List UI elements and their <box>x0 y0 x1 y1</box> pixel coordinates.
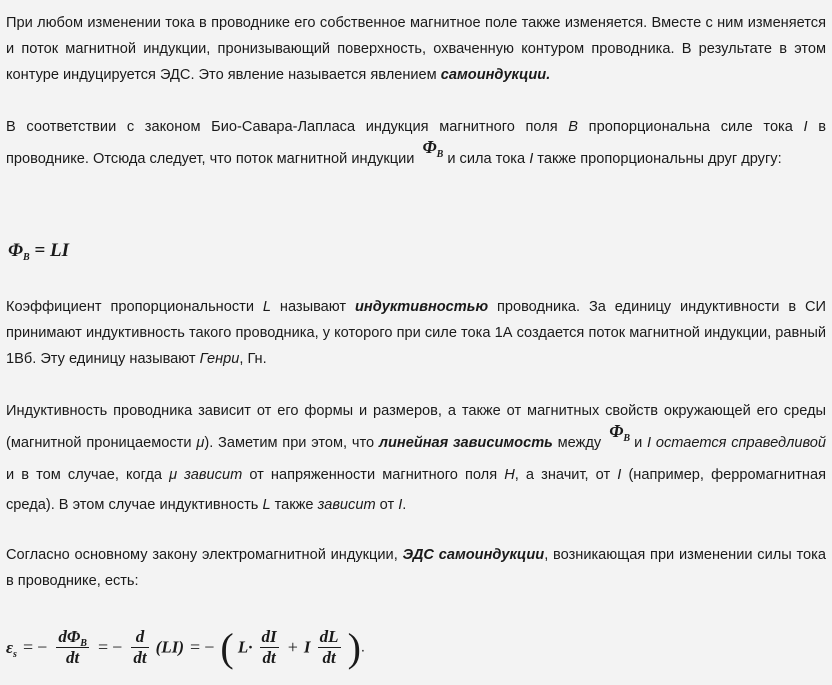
product-li: (LI) <box>155 637 184 657</box>
denominator: dt <box>133 648 147 667</box>
var-i: I <box>617 467 622 483</box>
text: между <box>552 435 602 451</box>
phi-b-symbol <box>422 132 443 166</box>
text: также пропорциональны друг другу: <box>533 151 782 167</box>
text: и <box>634 435 648 451</box>
formula-flux <box>8 240 69 262</box>
var-i: I <box>647 435 652 451</box>
text: от <box>375 497 399 513</box>
formula-emf <box>6 624 365 678</box>
text: В соответствии с законом Био-Савара-Лапласа индукция магнитного поля <box>6 119 569 135</box>
text-italic: μ зависит <box>169 467 243 483</box>
text: Индуктивность проводника зависит от его формы и размеров, а также от магнитных свойств окружающей его среды (магнитной проницаемости <box>6 403 826 451</box>
text: . <box>402 497 407 513</box>
text: в проводнике. Отсюда следует, что поток магнитной индукции <box>6 119 826 167</box>
text: также <box>270 497 318 513</box>
fraction-d-dt <box>131 627 148 668</box>
phi-subscript: B <box>436 149 444 160</box>
eps-glyph: ε <box>6 637 13 657</box>
var-l: L <box>237 637 249 657</box>
var-l: L <box>262 299 271 315</box>
minus: − <box>112 637 123 657</box>
paragraph-intro <box>6 10 826 88</box>
text: Коэффициент пропорциональности <box>6 299 263 315</box>
fraction-di-dt <box>260 627 279 668</box>
paragraph-biot-savart <box>6 112 826 176</box>
text: проводника. За единицу индуктивности в СИ принимают индуктивность такого проводника, у которого при силе тока 1А создается поток магнитной индукции, равный 1Вб. Эту единицу называют <box>6 299 826 367</box>
dot: · <box>248 637 253 657</box>
text: называют <box>271 299 355 315</box>
paragraph-self-induction-emf <box>6 542 826 594</box>
numerator: dI <box>261 627 277 646</box>
text: и в том случае, когда <box>6 467 170 483</box>
var-i: I <box>398 497 403 513</box>
var-h: H <box>504 467 515 483</box>
text: и сила тока <box>447 151 530 167</box>
denominator: dt <box>66 648 80 667</box>
text: (например, ферромагнитная среда). В этом случае индуктивность <box>6 467 827 513</box>
eps-subscript: s <box>12 648 17 660</box>
term-inductance: индуктивностью <box>354 299 489 315</box>
epsilon-symbol <box>6 637 17 660</box>
phi-glyph: Φ <box>609 421 624 441</box>
minus: − <box>204 637 215 657</box>
phi-subscript: B <box>23 252 30 263</box>
term-self-induction: самоиндукции. <box>440 67 551 83</box>
plus: + <box>287 637 298 657</box>
fraction-dphi-dt <box>56 627 89 668</box>
text: При любом изменении тока в проводнике его собственное магнитное поле также изменяется. Вместе с ним изменяется и поток магнитной индукции, пронизывающий поверхность, охваченную контуром проводника. В результате в этом контуре индуцируется ЭДС. Это явление называется явлением <box>6 15 826 83</box>
term-linear-dependence: линейная зависимость <box>378 435 553 451</box>
paragraph-permeability <box>6 396 826 520</box>
text: Согласно основному закону электромагнитной индукции, <box>6 547 403 563</box>
term-self-induction-emf: ЭДС самоиндукции <box>402 547 545 563</box>
right-paren: ) <box>347 625 361 670</box>
var-i: I <box>529 151 534 167</box>
period: . <box>360 639 365 656</box>
var-mu: μ <box>196 435 205 451</box>
text: , возникающая при изменении силы тока в проводнике, есть: <box>6 547 826 589</box>
fraction-dl-dt <box>318 627 341 668</box>
phi-b-symbol <box>609 416 630 450</box>
equals: = <box>97 637 109 657</box>
numerator: dL <box>319 627 339 646</box>
phi-subscript: B <box>623 433 631 444</box>
minus: − <box>37 637 48 657</box>
left-paren: ( <box>220 625 234 670</box>
unit-henry: Генри <box>199 351 240 367</box>
numerator <box>56 627 89 648</box>
var-b: B <box>568 119 579 135</box>
phi-glyph: Φ <box>8 240 23 261</box>
denominator: dt <box>322 648 336 667</box>
dphi: dΦ <box>58 627 81 646</box>
text: от напряженности магнитного поля <box>242 467 505 483</box>
equals: = <box>22 637 34 657</box>
denominator: dt <box>262 648 276 667</box>
var-i: I <box>803 119 808 135</box>
var-l: L <box>262 497 271 513</box>
equals: = <box>190 637 201 657</box>
var-i: I <box>303 637 311 657</box>
text: пропорциональна силе тока <box>578 119 804 135</box>
phi-glyph: Φ <box>422 137 437 157</box>
text-italic: зависит <box>317 497 376 513</box>
text-italic: остается справедливой <box>655 435 826 451</box>
text: ). Заметим при этом, что <box>204 435 379 451</box>
text: , а значит, от <box>514 467 618 483</box>
text: , Гн. <box>239 351 267 367</box>
phi-subscript: B <box>80 638 87 649</box>
numerator: d <box>131 627 148 648</box>
formula-rhs: = LI <box>29 240 69 261</box>
paragraph-inductance <box>6 294 826 372</box>
